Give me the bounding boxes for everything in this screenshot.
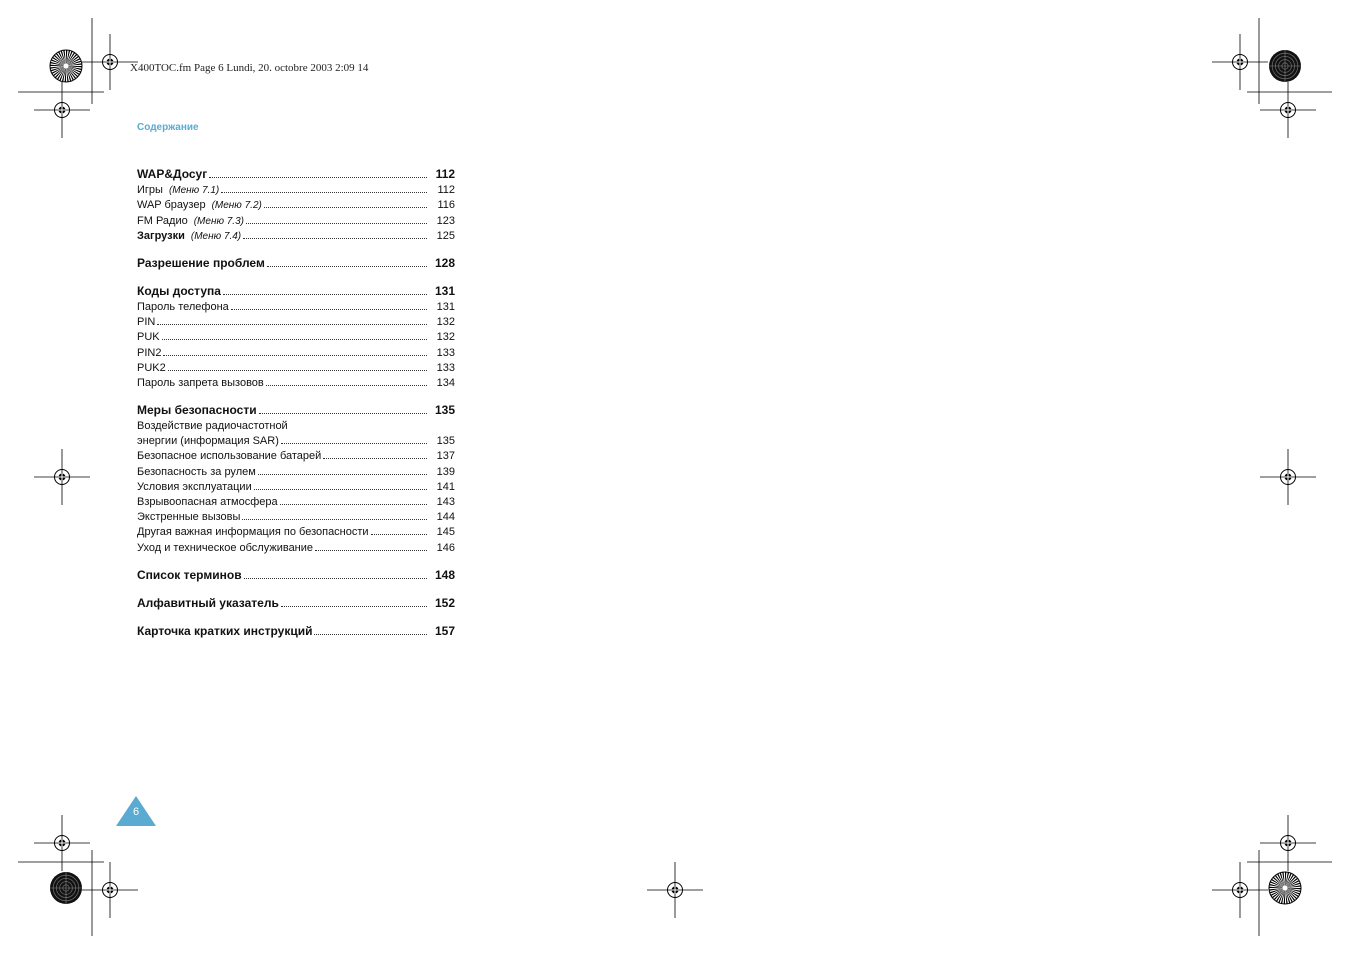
toc-entry: [137, 298, 455, 313]
leader-dots: [157, 323, 427, 325]
toc-entry-text: PUK2: [137, 361, 166, 374]
toc-entry-text: PIN2: [137, 346, 162, 359]
toc-entry-text: Список терминов: [137, 567, 242, 582]
leader-dots: [259, 412, 427, 414]
toc-page-number: 135: [436, 435, 455, 448]
crosshair-mark-icon: [34, 82, 90, 138]
toc-major-entry: [137, 621, 455, 638]
toc-page-number: 143: [436, 496, 455, 508]
crosshair-mark-icon: [1260, 449, 1316, 505]
toc-entry: [137, 493, 455, 508]
crosshair-mark-icon: [34, 449, 90, 505]
crosshair-mark-icon: [82, 862, 138, 918]
toc-major-entry: [137, 281, 455, 298]
toc-entry-label: [137, 199, 262, 211]
toc-menu-ref: (Меню 7.4): [190, 230, 242, 242]
toc-menu-ref: (Меню 7.2): [211, 200, 262, 212]
toc-entry-label: [137, 167, 207, 181]
toc-page-number: 152: [434, 595, 455, 610]
toc-page-number: 123: [436, 214, 455, 227]
toc-entry-text: FM Радио: [137, 214, 188, 227]
crosshair-mark-icon: [1212, 34, 1268, 90]
toc-entry-label: [137, 230, 241, 242]
toc-major-entry: [137, 593, 455, 610]
crosshair-mark-icon: [1212, 862, 1268, 918]
toc-entry: [137, 227, 455, 242]
toc-entry-label: [137, 256, 265, 270]
starburst-mark-top-right: [1269, 50, 1301, 82]
starburst-mark-top-left: [50, 50, 82, 82]
leader-dots: [221, 191, 427, 193]
toc-entry: [137, 508, 455, 523]
toc-entry-text: Безопасное использование батарей: [137, 450, 322, 463]
toc-major-entry: [137, 565, 455, 582]
starburst-mark-bottom-right: [1269, 872, 1301, 904]
leader-dots: [163, 354, 427, 356]
toc-entry: [137, 538, 455, 553]
file-info-line: X400TOC.fm Page 6 Lundi, 20. octobre 2003 2:09 14: [130, 62, 369, 74]
toc-entry-label: [137, 624, 312, 638]
toc-page-number: 144: [436, 511, 455, 524]
leader-dots: [231, 308, 427, 310]
leader-dots: [168, 369, 427, 371]
section-title: Содержание: [137, 122, 199, 133]
toc-page-number: 137: [436, 450, 455, 463]
crosshair-mark-icon: [1260, 815, 1316, 871]
leader-dots: [281, 605, 427, 607]
toc-entry-label: [137, 316, 155, 328]
toc-page-number: 132: [436, 331, 455, 344]
toc-entry: [137, 374, 455, 389]
toc-major-entry: [137, 253, 455, 270]
toc-major-entry: [137, 164, 455, 181]
leader-dots: [264, 206, 427, 208]
leader-dots: [267, 265, 427, 267]
starburst-mark-bottom-left: [50, 872, 82, 904]
toc-entry-text: Пароль запрета вызовов: [137, 376, 264, 389]
leader-dots: [371, 533, 427, 535]
toc-entry-label: [137, 568, 242, 582]
toc-entry-text: энергии (информация SAR): [137, 435, 279, 448]
toc-page-number: 135: [434, 402, 455, 417]
toc-page-number: 141: [436, 480, 455, 493]
leader-dots: [281, 442, 427, 444]
toc-entry-label: [137, 284, 221, 298]
leader-dots: [315, 549, 427, 551]
toc-major-entry: [137, 400, 455, 417]
toc-menu-ref: (Меню 7.1): [168, 185, 220, 197]
toc-entry-label: [137, 596, 279, 610]
toc-entry-text: PIN: [137, 316, 156, 329]
toc-page-number: 112: [437, 184, 455, 197]
leader-dots: [314, 633, 427, 635]
toc-entry-label: [137, 377, 264, 389]
toc-entry-text: Пароль телефона: [137, 300, 229, 313]
toc-entry-label: [137, 450, 321, 462]
toc-page-number: 145: [436, 526, 455, 539]
toc-page-number: 131: [434, 283, 455, 298]
toc-entry-label: [137, 403, 257, 417]
toc-entry-label: [137, 435, 279, 447]
leader-dots: [254, 488, 427, 490]
leader-dots: [244, 577, 427, 579]
toc-entry-label: [137, 481, 252, 493]
toc-entry-label: [137, 184, 219, 196]
toc-entry-label: [137, 362, 166, 374]
toc-page-number: 157: [434, 623, 455, 638]
toc-entry: [137, 211, 455, 226]
toc-entry-label: [137, 215, 244, 227]
toc-entry: [137, 359, 455, 374]
leader-dots: [266, 384, 427, 386]
toc-entry-text: Коды доступа: [137, 283, 221, 298]
toc-entry-text: Разрешение проблем: [137, 255, 265, 270]
toc-entry: [137, 313, 455, 328]
table-of-contents: [137, 164, 455, 638]
leader-dots: [162, 338, 427, 340]
toc-entry-label: [137, 496, 278, 508]
toc-page-number: 128: [434, 255, 455, 270]
crosshair-mark-icon: [34, 815, 90, 871]
toc-entry-label: [137, 347, 161, 359]
toc-entry: [137, 417, 455, 432]
toc-entry-text: Загрузки: [137, 229, 185, 242]
toc-entry-label: [137, 301, 229, 313]
toc-menu-ref: (Меню 7.3): [193, 215, 244, 227]
toc-page-number: 116: [437, 199, 455, 212]
toc-entry-text: Условия эксплуатации: [137, 480, 252, 493]
toc-entry-label: [137, 526, 369, 538]
toc-page-number: 134: [436, 376, 455, 389]
toc-entry: [137, 181, 455, 196]
leader-dots: [223, 293, 427, 295]
leader-dots: [280, 503, 427, 505]
toc-page-number: 131: [436, 300, 455, 313]
toc-entry: [137, 196, 455, 211]
crosshair-mark-icon: [1260, 82, 1316, 138]
toc-page-number: 139: [436, 465, 455, 478]
leader-dots: [246, 222, 427, 224]
toc-entry-text: PUK: [137, 331, 160, 344]
toc-entry-text: Уход и техническое обслуживание: [137, 541, 314, 554]
leader-dots: [258, 473, 427, 475]
leader-dots: [242, 518, 427, 520]
toc-entry-text: WAP браузер: [137, 199, 206, 212]
toc-entry: [137, 432, 455, 447]
toc-entry-text: Меры безопасности: [137, 402, 257, 417]
toc-page-number: 133: [436, 346, 455, 359]
toc-entry-text: WAP&Досуг: [137, 167, 208, 181]
toc-entry-text: Экстренные вызовы: [137, 511, 241, 524]
toc-entry-label: [137, 511, 240, 523]
toc-entry-text: Игры: [137, 184, 163, 197]
toc-entry: [137, 328, 455, 343]
toc-entry-text: Другая важная информация по безопасности: [137, 526, 369, 539]
toc-entry-text: Взрывоопасная атмосфера: [137, 496, 278, 508]
toc-entry-label: [137, 331, 160, 343]
toc-page-number: 148: [434, 567, 455, 582]
toc-entry-label: [137, 542, 313, 554]
page-number: 6: [132, 806, 140, 818]
toc-entry-label: [137, 466, 256, 478]
toc-entry-text: Алфавитный указатель: [137, 595, 279, 610]
toc-entry: [137, 523, 455, 538]
toc-entry: [137, 343, 455, 358]
toc-entry-text: Карточка кратких инструкций: [137, 623, 313, 638]
toc-page-number: 112: [435, 167, 455, 181]
toc-entry-label: [137, 420, 288, 432]
toc-entry-text: Воздействие радиочастотной: [137, 420, 288, 433]
toc-page-number: 125: [436, 229, 455, 242]
toc-page-number: 146: [436, 541, 455, 554]
leader-dots: [209, 176, 427, 178]
toc-entry: [137, 462, 455, 477]
toc-entry: [137, 447, 455, 462]
leader-dots: [323, 457, 427, 459]
toc-page-number: 132: [436, 316, 455, 329]
toc-entry: [137, 478, 455, 493]
toc-page-number: 133: [436, 361, 455, 374]
crosshair-mark-icon: [647, 862, 703, 918]
toc-entry-text: Безопасность за рулем: [137, 465, 256, 478]
leader-dots: [243, 237, 427, 239]
